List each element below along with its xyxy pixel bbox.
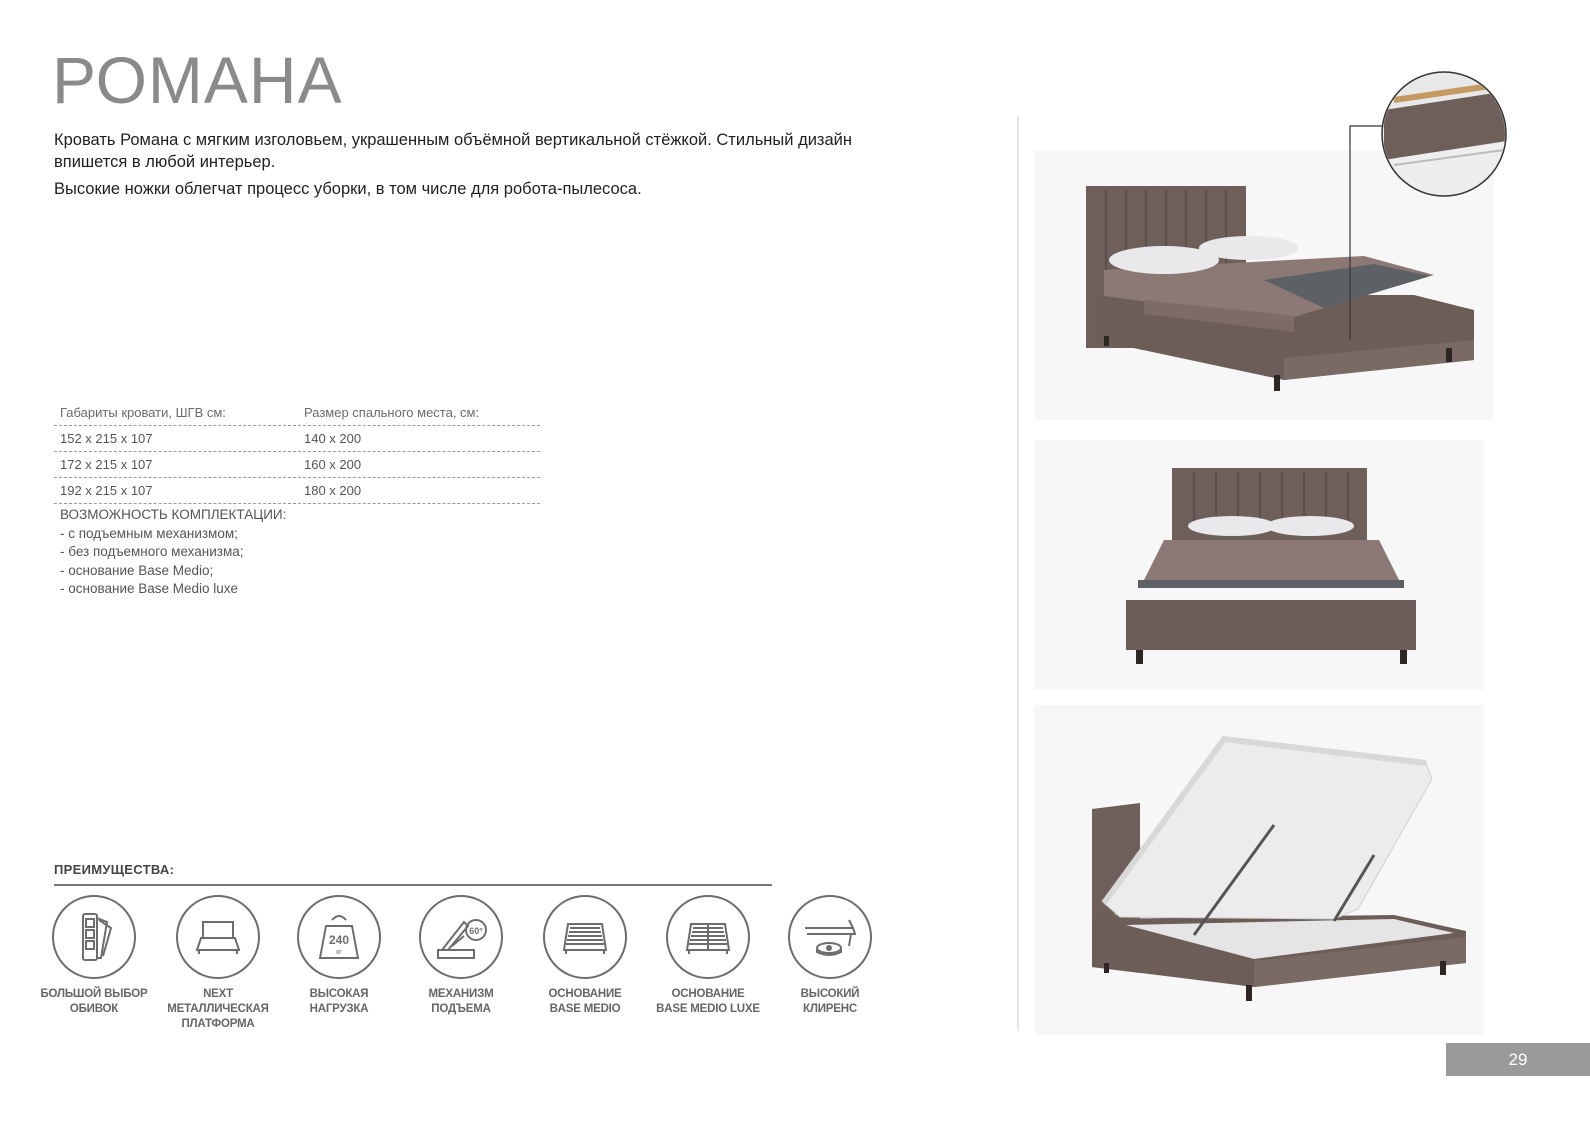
description-paragraph: Высокие ножки облегчат процесс уборки, в том числе для робота-пылесоса. bbox=[54, 180, 642, 198]
weight-icon bbox=[297, 895, 381, 979]
advantages-title: ПРЕИМУЩЕСТВА: bbox=[54, 862, 175, 877]
options-title: ВОЗМОЖНОСТЬ КОМПЛЕКТАЦИИ: bbox=[60, 507, 287, 522]
page-number: 29 bbox=[1446, 1043, 1590, 1076]
table-row bbox=[54, 452, 540, 478]
list-item: - без подъемного механизма; bbox=[60, 544, 244, 559]
robot-vacuum-clearance-icon bbox=[788, 895, 872, 979]
table-row bbox=[54, 426, 540, 452]
bed-perspective-image bbox=[1034, 70, 1514, 420]
cell-sleeping-size: 140 х 200 bbox=[304, 431, 362, 446]
svg-text:60°: 60° bbox=[469, 926, 483, 936]
cell-dimensions: 152 х 215 х 107 bbox=[60, 431, 153, 446]
feature-lift-mechanism: 60° МЕХАНИЗМ ПОДЪЕМА bbox=[399, 895, 523, 1017]
bed-front-image bbox=[1034, 440, 1484, 690]
divider bbox=[54, 884, 772, 886]
feature-base-medio: ОСНОВАНИЕ BASE MEDIO bbox=[523, 895, 647, 1017]
feature-high-load: 240 кг ВЫСОКАЯ НАГРУЗКА bbox=[277, 895, 401, 1017]
list-item: - с подъемным механизмом; bbox=[60, 525, 238, 541]
cell-sleeping-size: 160 х 200 bbox=[304, 457, 362, 472]
header-dimensions: Габариты кровати, ШГВ см: bbox=[60, 405, 226, 420]
svg-text:кг: кг bbox=[336, 949, 342, 956]
slatted-base-icon bbox=[543, 895, 627, 979]
feature-high-clearance: ВЫСОКИЙ КЛИРЕНС bbox=[768, 895, 892, 1017]
product-description bbox=[54, 129, 894, 205]
description-paragraph: Кровать Романа с мягким изголовьем, украшенным объёмной вертикальной стёжкой. Стильный дизайн впишется в любой интерьер. bbox=[54, 131, 852, 171]
header-sleeping-size: Размер спального места, см: bbox=[304, 405, 480, 420]
bed-frame-icon bbox=[176, 895, 260, 979]
dimensions-table bbox=[54, 400, 540, 504]
feature-fabric-choice: БОЛЬШОЙ ВЫБОР ОБИВОК bbox=[32, 895, 156, 1017]
feature-base-medio-luxe: ОСНОВАНИЕ BASE MEDIO LUXE bbox=[646, 895, 770, 1017]
bed-lift-open-image bbox=[1034, 705, 1484, 1035]
feature-metal-platform: NEXT МЕТАЛЛИЧЕСКАЯ ПЛАТФОРМА bbox=[156, 895, 280, 1032]
configuration-options bbox=[60, 506, 286, 599]
column-divider bbox=[1017, 116, 1019, 1031]
table-row bbox=[54, 478, 540, 504]
list-item: - основание Base Medio luxe bbox=[60, 581, 239, 596]
list-item: - основание Base Medio; bbox=[60, 562, 214, 578]
page-title: РОМАНА bbox=[52, 43, 343, 117]
cell-dimensions: 172 х 215 х 107 bbox=[60, 457, 153, 472]
table-header bbox=[54, 400, 540, 426]
lift-mechanism-icon bbox=[419, 895, 503, 979]
svg-text:240: 240 bbox=[328, 933, 350, 947]
fabric-swatches-icon bbox=[52, 895, 136, 979]
cell-dimensions: 192 х 215 х 107 bbox=[60, 483, 153, 498]
cell-sleeping-size: 180 х 200 bbox=[304, 483, 362, 498]
slatted-base-luxe-icon bbox=[666, 895, 750, 979]
